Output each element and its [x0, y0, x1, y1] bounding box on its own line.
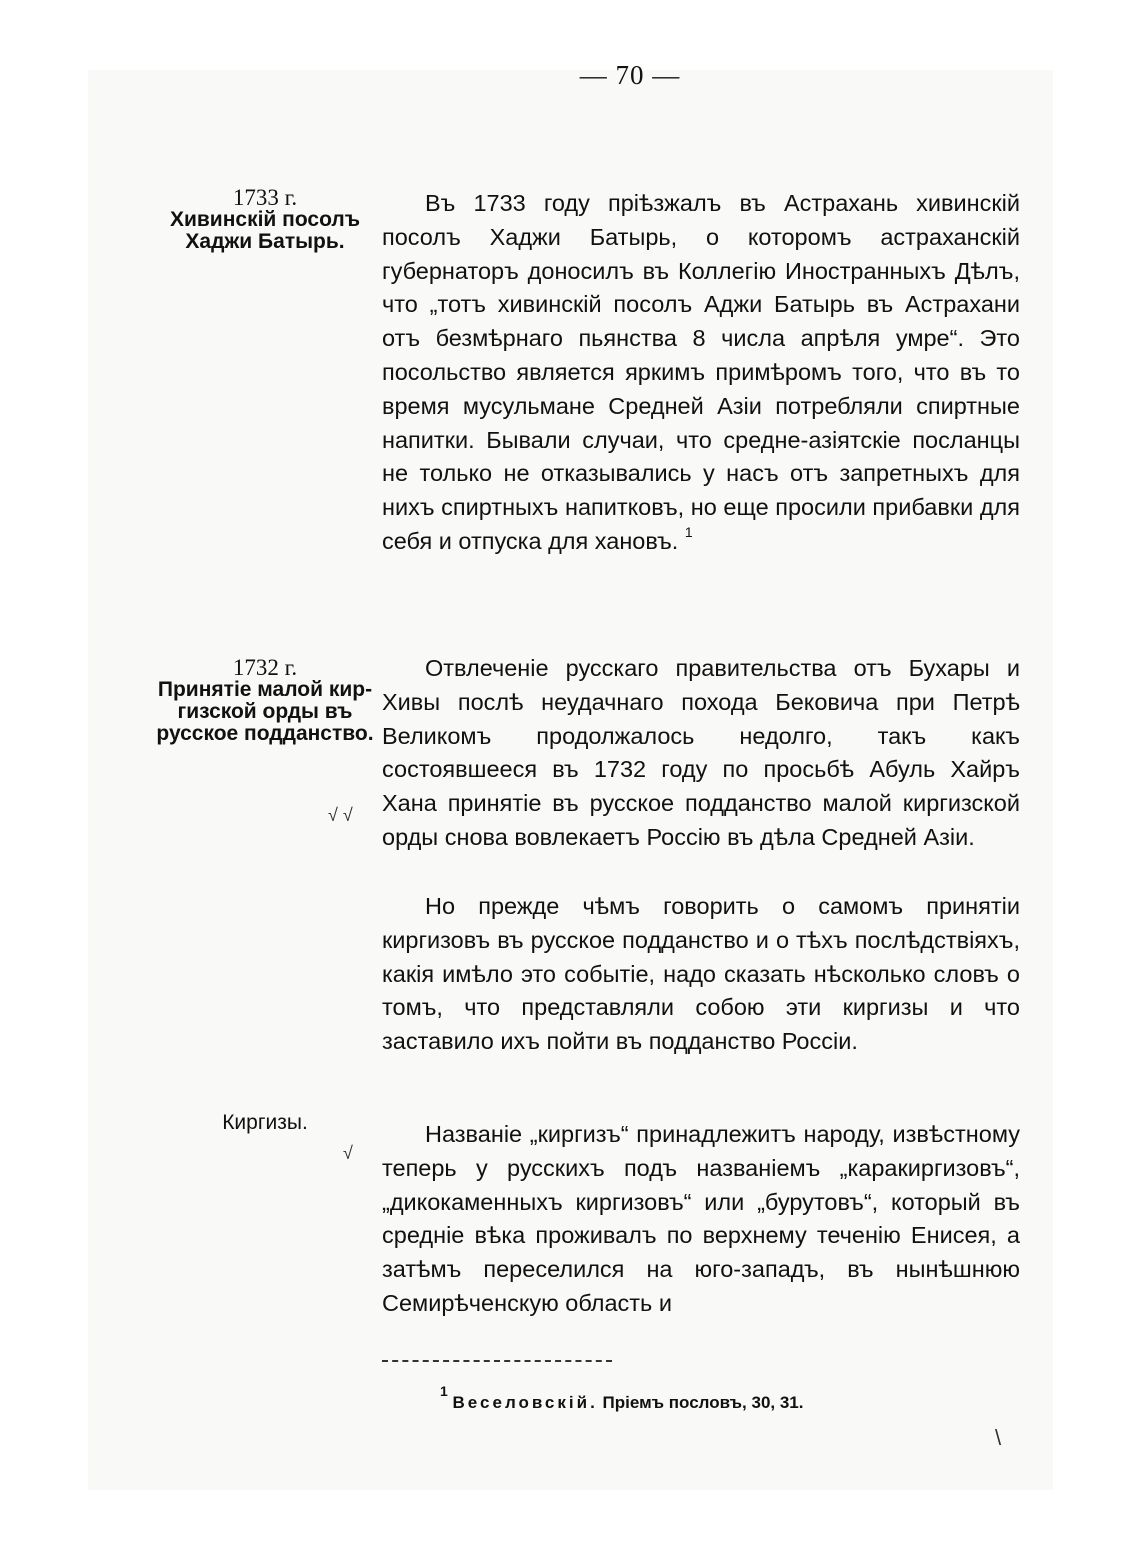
- margin-note-line: Хаджи Батырь.: [185, 230, 345, 253]
- scan-mark: \: [995, 1425, 1002, 1450]
- margin-note-year: 1732 г.: [232, 655, 298, 680]
- paragraph-text: Названіе „киргизъ“ принадлежитъ народу, извѣстному теперь у русскихъ подъ названіемъ „каракиргизовъ“, „дикокаменныхъ киргизовъ“ или „бурутовъ“, который въ средніе вѣка проживалъ по верхнему теченію Енисея, а затѣмъ переселился на юго-западъ, въ нынѣшнюю Семирѣченскую область и: [382, 1121, 1020, 1316]
- footnote-divider: [382, 1360, 612, 1362]
- paragraph-kirghiz-name: [382, 1118, 1020, 1321]
- margin-note-1732: [150, 657, 380, 745]
- paragraph-kirghiz-horde: [382, 652, 1020, 855]
- footnote: [440, 1383, 804, 1413]
- page-number: — 70 —: [579, 60, 681, 90]
- footnote-text: Пріемъ пословъ, 30, 31.: [602, 1393, 804, 1412]
- paragraph-khiva-envoy: [382, 187, 1020, 559]
- margin-note-line: Принятіе малой кир-: [157, 678, 373, 701]
- margin-note-line: гизской орды въ: [177, 700, 353, 723]
- margin-note-1733: [150, 187, 380, 253]
- pencil-tick-mark: √: [343, 1143, 353, 1163]
- footnote-reference: 1: [684, 523, 693, 540]
- footnote-number: 1: [440, 1383, 448, 1399]
- margin-note-year: 1733 г.: [232, 185, 298, 210]
- paragraph-before-speaking: [382, 890, 1020, 1059]
- paragraph-text: Отвлеченіе русскаго правительства отъ Бухары и Хивы послѣ неудачнаго похода Бековича при Петрѣ Великомъ продолжалось недолго, такъ какъ состоявшееся въ 1732 году по просьбѣ Абуль Хайръ Хана принятіе въ русское подданство малой киргизской орды снова вовлекаетъ Россію въ дѣла Средней Азіи.: [382, 655, 1020, 850]
- margin-note-line: русское подданство.: [156, 722, 374, 745]
- margin-note-line: Хивинскій посолъ: [169, 208, 361, 231]
- margin-note-label: Киргизы.: [222, 1111, 308, 1134]
- margin-note-kirgizy: [195, 1112, 335, 1134]
- pencil-tick-mark: √ √: [328, 805, 353, 825]
- paragraph-text: Въ 1733 году пріѣзжалъ въ Астрахань хивинскій посолъ Хаджи Батырь, о которомъ астраханскій губернаторъ доносилъ въ Коллегію Иностранныхъ Дѣлъ, что „тотъ хивинскій посолъ Аджи Батырь въ Астрахани отъ безмѣрнаго пьянства 8 числа апрѣля умре“. Это посольство является яркимъ примѣромъ того, что въ то время мусульмане Средней Азіи потребляли спиртные напитки. Бывали случаи, что средне-азіятскіе посланцы не только не отказывались у насъ отъ запретныхъ для нихъ спиртныхъ напитковъ, но еще просили прибавки для себя и отпуска для хановъ.: [382, 190, 1020, 554]
- paragraph-text: Но прежде чѣмъ говорить о самомъ принятіи киргизовъ въ русское подданство и о тѣхъ послѣдствіяхъ, какія имѣло это событіе, надо сказать нѣсколько словъ о томъ, что представляли собою эти киргизы и что заставило ихъ пойти въ подданство Россіи.: [382, 893, 1020, 1055]
- footnote-author: Веселовскій.: [452, 1393, 598, 1412]
